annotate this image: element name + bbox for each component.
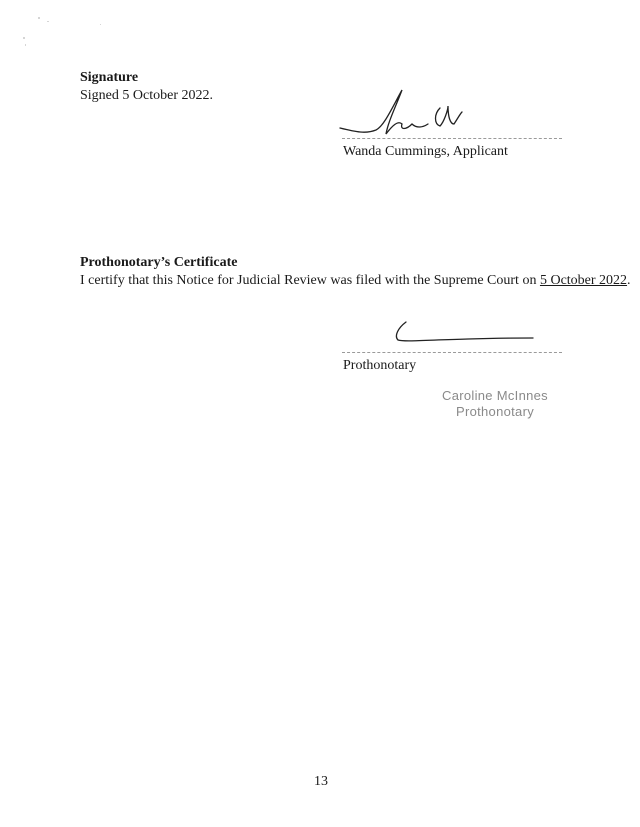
scan-speck bbox=[25, 44, 26, 46]
applicant-name: Wanda Cummings, Applicant bbox=[343, 144, 508, 159]
prothonotary-stamp bbox=[430, 388, 560, 420]
page-number: 13 bbox=[314, 774, 328, 789]
signature-heading: Signature bbox=[80, 70, 139, 85]
prothonotary-role: Prothonotary bbox=[343, 358, 417, 373]
certificate-heading: Prothonotary’s Certificate bbox=[80, 255, 238, 270]
certificate-statement-text: I certify that this Notice for Judicial Review was filed with the Supreme Court on bbox=[80, 273, 540, 288]
signed-date-text: Signed 5 October 2022. bbox=[80, 88, 213, 103]
stamp-title: Prothonotary bbox=[455, 404, 535, 419]
scan-speck bbox=[100, 24, 101, 25]
prothonotary-signature-line bbox=[342, 352, 562, 353]
applicant-signature-line bbox=[342, 138, 562, 139]
prothonotary-signature bbox=[388, 318, 538, 348]
filed-date: 5 October 2022 bbox=[539, 273, 628, 288]
scan-speck bbox=[47, 21, 49, 22]
scan-speck bbox=[38, 17, 40, 19]
stamp-name: Caroline McInnes bbox=[442, 388, 548, 403]
certificate-statement bbox=[80, 273, 631, 289]
applicant-signature bbox=[336, 84, 476, 144]
certificate-statement-end: . bbox=[627, 273, 631, 288]
scan-speck bbox=[23, 37, 25, 39]
